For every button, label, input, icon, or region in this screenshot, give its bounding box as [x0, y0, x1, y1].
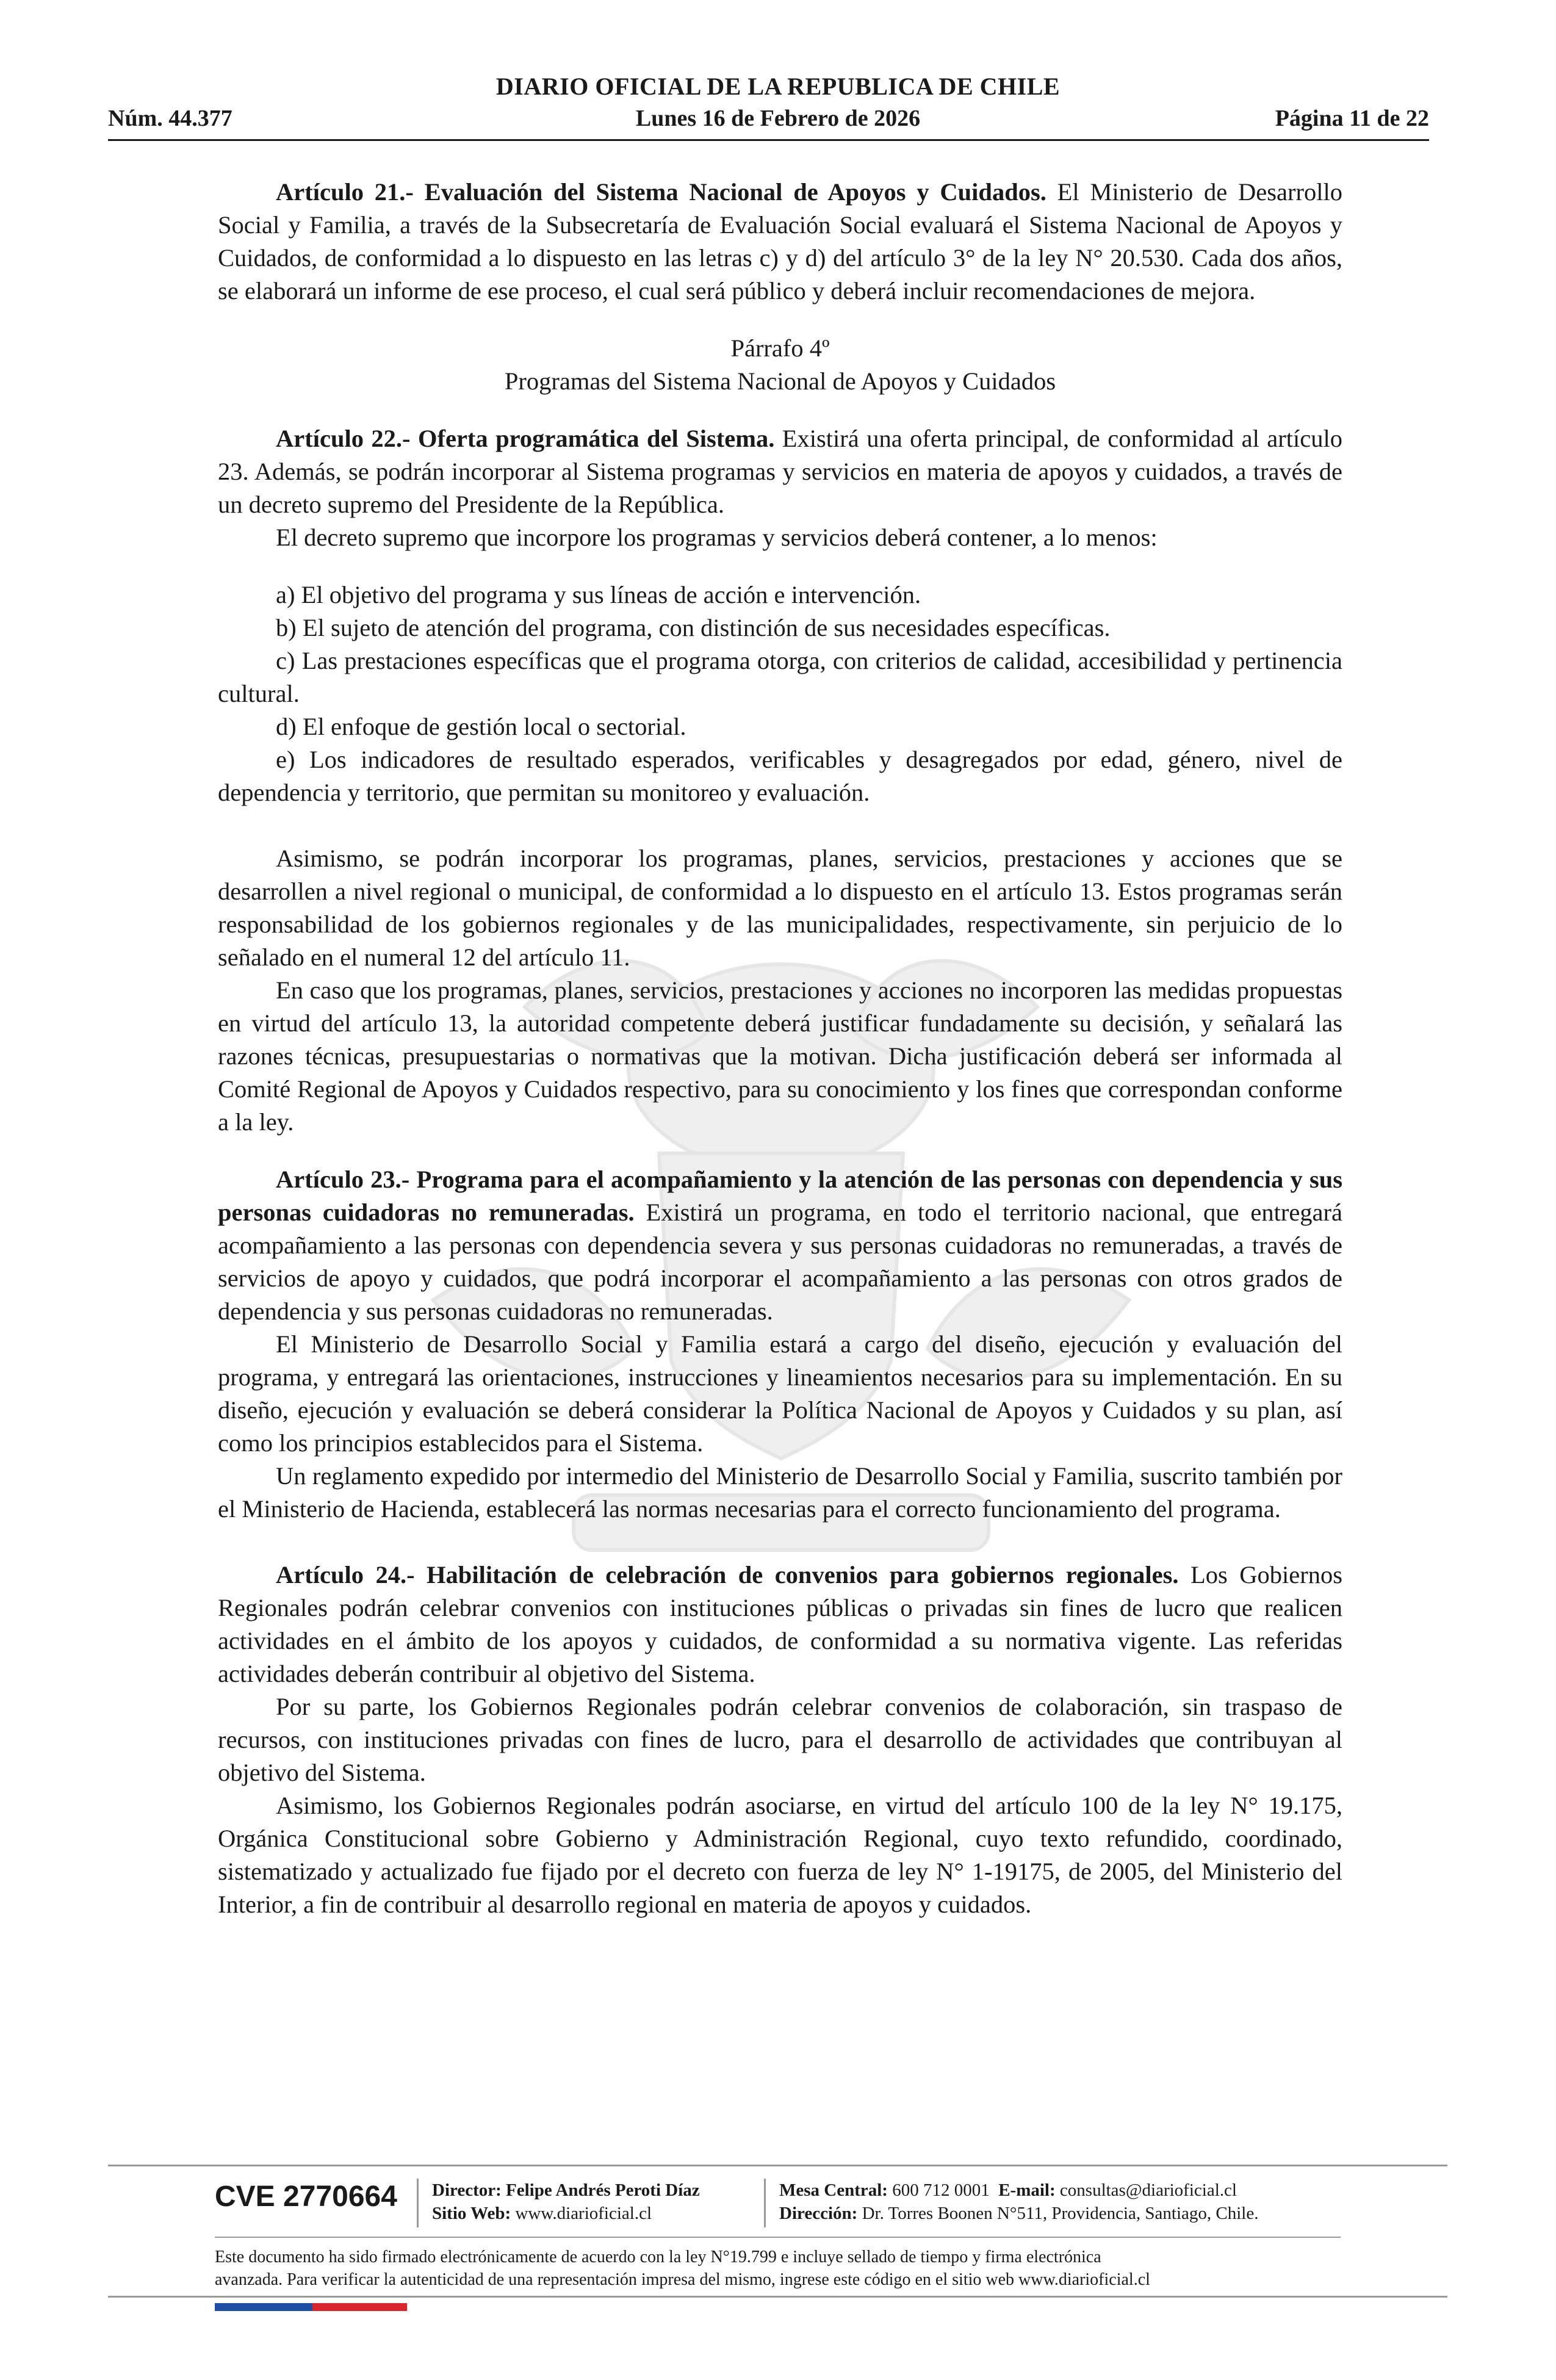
section-title: Programas del Sistema Nacional de Apoyos y Cuidados	[504, 367, 1056, 395]
flag-stripe-blue	[215, 2303, 312, 2311]
list-item-a: a) El objetivo del programa y sus líneas de acción e intervención.	[276, 581, 921, 608]
article-24-paragraph-2: Por su parte, los Gobiernos Regionales podrán celebrar convenios de colaboración, sin traspaso de recursos, con instituciones privadas con fines de lucro, para el desarrollo de actividades que contribuyan al objetivo del Sistema.	[218, 1693, 1342, 1786]
article-22-heading: Artículo 22.- Oferta programática del Sistema.	[276, 425, 775, 452]
footer-contact-block	[779, 2179, 1258, 2225]
article-21	[218, 176, 1342, 308]
article-23-heading: Artículo 23.- Programa para el acompañamiento y la atención de las personas con dependencia y sus personas cuidadoras no remuneradas.	[218, 1166, 1342, 1226]
article-24-paragraph-3: Asimismo, los Gobiernos Regionales podrán asociarse, en virtud del artículo 100 de la ley N° 19.175, Orgánica Constitucional sobre Gobierno y Administración Regional, cuyo texto refundido, coordinado, sistematizado y actualizado fue fijado por el decreto con fuerza de ley N° 1-19175, de 2005, del Ministerio del Interior, a fin de contribuir al desarrollo regional en materia de apoyos y cuidados.	[218, 1792, 1342, 1918]
director-name: Felipe Andrés Peroti Díaz	[506, 2180, 700, 2200]
phone-label: Mesa Central:	[779, 2180, 888, 2200]
signature-notice-line-2: avanzada. Para verificar la autenticidad de una representación impresa del mismo, ingrese este código en el sitio web www.diarioficial.cl	[215, 2270, 1150, 2289]
signature-notice	[215, 2246, 1341, 2291]
journal-title: DIARIO OFICIAL DE LA REPUBLICA DE CHILE	[495, 73, 1061, 100]
article-22-paragraph-2: El decreto supremo que incorpore los programas y servicios deberá contener, a lo menos:	[276, 524, 1158, 551]
article-24-text: Los Gobiernos Regionales podrán celebrar convenios con instituciones públicas o privadas sin fines de lucro que realicen actividades en el ámbito de los apoyos y cuidados, de conformidad a su normativa vigente. Las referidas actividades deberán contribuir al objetivo del Sistema.	[218, 1561, 1342, 1687]
director-label: Director:	[432, 2180, 502, 2200]
issue-number: Núm. 44.377	[108, 106, 232, 131]
article-23-paragraph-3: Un reglamento expedido por intermedio del Ministerio de Desarrollo Social y Familia, suscrito también por el Ministerio de Hacienda, establecerá las normas necesarias para el correcto funcionamiento del programa.	[218, 1462, 1342, 1523]
list-item-e: e) Los indicadores de resultado esperados, verificables y desagregados por edad, género, nivel de dependencia y territorio, que permitan su monitoreo y evaluación.	[218, 746, 1342, 806]
article-24-heading: Artículo 24.- Habilitación de celebración de convenios para gobiernos regionales.	[276, 1561, 1179, 1588]
footer-rule-bottom	[108, 2296, 1447, 2298]
article-21-heading: Artículo 21.- Evaluación del Sistema Nacional de Apoyos y Cuidados.	[276, 178, 1046, 206]
article-22-paragraph-3: Asimismo, se podrán incorporar los programas, planes, servicios, prestaciones y acciones que se desarrollen a nivel regional o municipal, de conformidad a lo dispuesto en el artículo 13. Estos programas serán responsabilidad de los gobiernos regionales y de las municipalidades, respectivamente, sin perjuicio de lo señalado en el numeral 12 del artículo 11.	[218, 845, 1342, 971]
signature-notice-line-1: Este documento ha sido firmado electrónicamente de acuerdo con la ley N°19.799 e incluye sellado de tiempo y firma electrónica	[215, 2248, 1101, 2266]
address-value: Dr. Torres Boonen N°511, Providencia, Santiago, Chile.	[862, 2204, 1259, 2223]
footer-rule-middle	[215, 2237, 1341, 2238]
article-23	[218, 1163, 1342, 1328]
address-label: Dirección:	[779, 2204, 858, 2223]
list-item-b: b) El sujeto de atención del programa, con distinción de sus necesidades específicas.	[276, 614, 1111, 641]
article-22-paragraph-4: En caso que los programas, planes, servicios, prestaciones y acciones no incorporen las medidas propuestas en virtud del artículo 13, la autoridad competente deberá justificar fundadamente su decisión, y señalará las razones técnicas, presupuestarias o normativas que la motivan. Dicha justificación deberá ser informada al Comité Regional de Apoyos y Cuidados respectivo, para su conocimiento y los fines que correspondan conforme a la ley.	[218, 976, 1342, 1136]
list-item-d: d) El enfoque de gestión local o sectorial.	[276, 713, 686, 740]
list-item-c: c) Las prestaciones específicas que el programa otorga, con criterios de calidad, accesibilidad y pertinencia cultural.	[218, 647, 1342, 707]
article-21-text: El Ministerio de Desarrollo Social y Familia, a través de la Subsecretaría de Evaluación Social evaluará el Sistema Nacional de Apoyos y Cuidados, de conformidad a lo dispuesto en las letras c) y d) del artículo 3° de la ley N° 20.530. Cada dos años, se elaborará un informe de ese proceso, el cual será público y deberá incluir recomendaciones de mejora.	[218, 178, 1342, 305]
footer-director-block	[432, 2179, 700, 2225]
phone-number: 600 712 0001	[892, 2180, 990, 2200]
article-23-paragraph-2: El Ministerio de Desarrollo Social y Familia estará a cargo del diseño, ejecución y evaluación del programa, y entregará las orientaciones, instrucciones y lineamientos necesarios para su implementación. En su diseño, ejecución y evaluación se deberá considerar la Política Nacional de Apoyos y Cuidados y su plan, así como los principios establecidos para el Sistema.	[218, 1330, 1342, 1457]
section-label: Párrafo 4º	[730, 334, 830, 362]
website-link[interactable]: www.diarioficial.cl	[515, 2204, 652, 2223]
flag-stripe-red	[312, 2303, 407, 2311]
page-indicator: Página 11 de 22	[1275, 106, 1429, 131]
footer-rule-top	[108, 2165, 1447, 2166]
email-label: E-mail:	[998, 2180, 1056, 2200]
footer-divider	[417, 2179, 419, 2227]
article-24	[218, 1559, 1342, 1690]
article-22	[218, 422, 1342, 521]
article-23-text: Existirá un programa, en todo el territorio nacional, que entregará acompañamiento a las personas con dependencia severa y sus personas cuidadoras no remuneradas, a través de servicios de apoyo y cuidados, que podrá incorporar el acompañamiento a las personas con otros grados de dependencia y sus personas cuidadoras no remuneradas.	[218, 1199, 1342, 1325]
header-rule	[108, 139, 1429, 141]
document-body	[218, 176, 1342, 1921]
email-link[interactable]: consultas@diarioficial.cl	[1059, 2180, 1237, 2200]
website-label: Sitio Web:	[432, 2204, 511, 2223]
article-22-text: Existirá una oferta principal, de conformidad al artículo 23. Además, se podrán incorporar al Sistema programas y servicios en materia de apoyos y cuidados, a través de un decreto supremo del Presidente de la República.	[218, 425, 1342, 518]
issue-date: Lunes 16 de Febrero de 2026	[635, 106, 921, 131]
cve-code: CVE 2770664	[215, 2180, 397, 2213]
footer-divider	[764, 2179, 766, 2227]
